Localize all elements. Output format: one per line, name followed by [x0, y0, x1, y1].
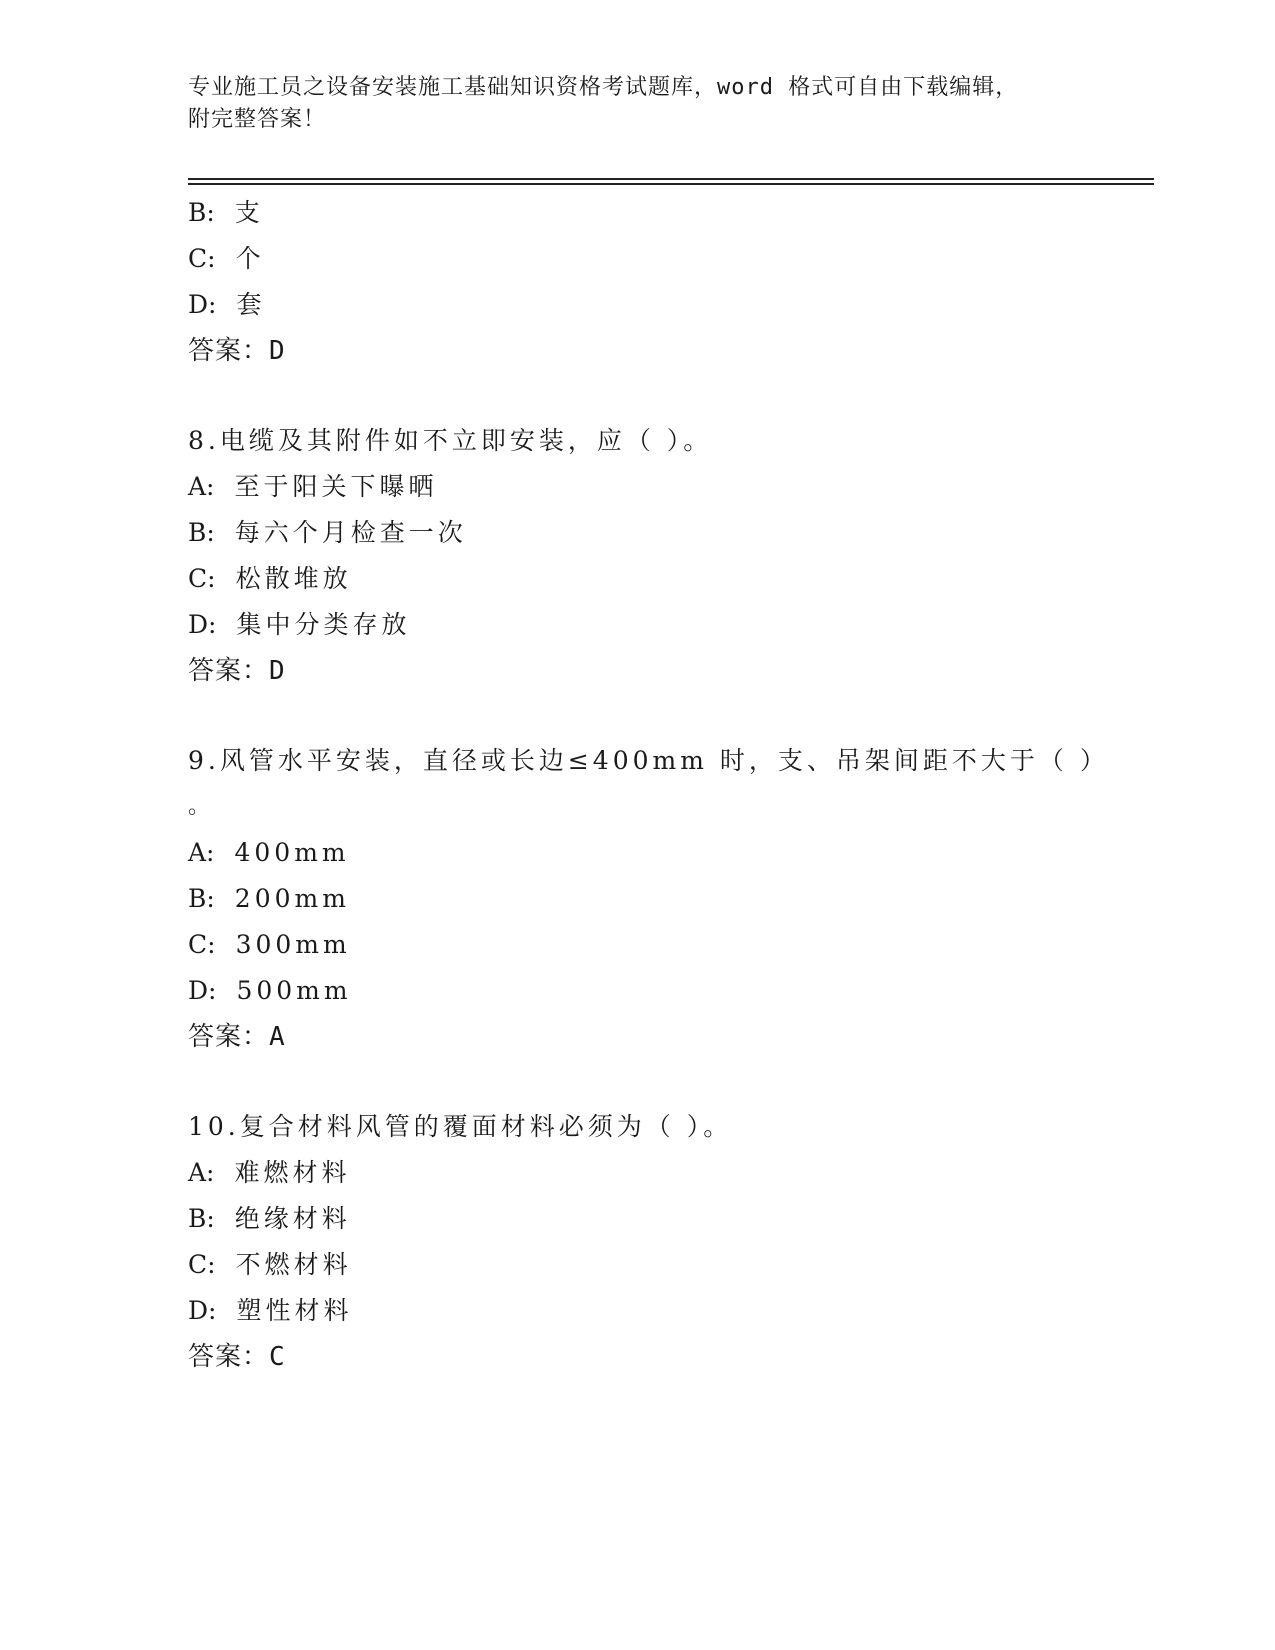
option-text: 不燃材料	[235, 1250, 352, 1279]
question-8	[188, 418, 1154, 694]
option-letter: D:	[188, 290, 217, 319]
option-text: 支	[234, 198, 264, 227]
option-a	[188, 830, 1154, 876]
option-b	[188, 190, 1154, 236]
option-text: 套	[236, 290, 266, 319]
option-letter: D:	[188, 610, 217, 639]
option-d	[188, 968, 1154, 1014]
option-text: 绝缘材料	[234, 1204, 351, 1233]
option-letter: A:	[188, 838, 215, 867]
question-7-tail	[188, 190, 1154, 374]
option-letter: A:	[188, 1158, 215, 1187]
option-letter: C:	[188, 930, 216, 959]
option-letter: B:	[188, 1204, 215, 1233]
question-stem: 9.风管水平安装，直径或长边≤400mm 时，支、吊架间距不大于（ ）	[188, 746, 1109, 775]
option-text: 松散堆放	[235, 564, 352, 593]
question-stem-continuation: 。	[188, 794, 211, 819]
option-letter: C:	[188, 1250, 216, 1279]
option-text: 塑性材料	[236, 1296, 353, 1325]
question-9	[188, 738, 1154, 1060]
option-letter: B:	[188, 518, 215, 547]
option-c	[188, 922, 1154, 968]
header-divider-top	[188, 178, 1154, 180]
header-divider-bottom	[188, 183, 1154, 185]
option-text: 每六个月检查一次	[234, 518, 467, 547]
header-line-1: 专业施工员之设备安装施工基础知识资格考试题库，word 格式可自由下载编辑，	[188, 75, 1019, 100]
question-stem: 10.复合材料风管的覆面材料必须为（ ）。	[188, 1112, 733, 1141]
option-letter: D:	[188, 1296, 217, 1325]
question-10	[188, 1104, 1154, 1380]
option-letter: B:	[188, 884, 215, 913]
option-letter: A:	[188, 472, 215, 501]
option-text: 400mm	[234, 838, 350, 867]
option-c	[188, 1242, 1154, 1288]
option-c	[188, 556, 1154, 602]
answer-line: 答案：D	[188, 656, 286, 686]
question-stem: 8.电缆及其附件如不立即安装，应（ ）。	[188, 426, 713, 455]
answer-line: 答案：A	[188, 1022, 286, 1052]
option-text: 500mm	[236, 976, 352, 1005]
option-letter: C:	[188, 244, 216, 273]
option-text: 至于阳关下曝晒	[234, 472, 438, 501]
answer-line: 答案：C	[188, 1342, 286, 1372]
option-text: 难燃材料	[234, 1158, 351, 1187]
option-letter: C:	[188, 564, 216, 593]
option-c	[188, 236, 1154, 282]
option-d	[188, 1288, 1154, 1334]
document-header	[188, 72, 1068, 136]
option-text: 个	[235, 244, 265, 273]
option-b	[188, 1196, 1154, 1242]
header-line-2: 附完整答案！	[188, 107, 327, 132]
option-d	[188, 602, 1154, 648]
option-letter: B:	[188, 198, 215, 227]
question-list	[188, 190, 1154, 1380]
option-b	[188, 510, 1154, 556]
option-letter: D:	[188, 976, 217, 1005]
option-a	[188, 1150, 1154, 1196]
option-text: 300mm	[235, 930, 351, 959]
option-a	[188, 464, 1154, 510]
answer-line: 答案：D	[188, 336, 286, 366]
option-b	[188, 876, 1154, 922]
option-d	[188, 282, 1154, 328]
option-text: 集中分类存放	[236, 610, 411, 639]
option-text: 200mm	[234, 884, 350, 913]
